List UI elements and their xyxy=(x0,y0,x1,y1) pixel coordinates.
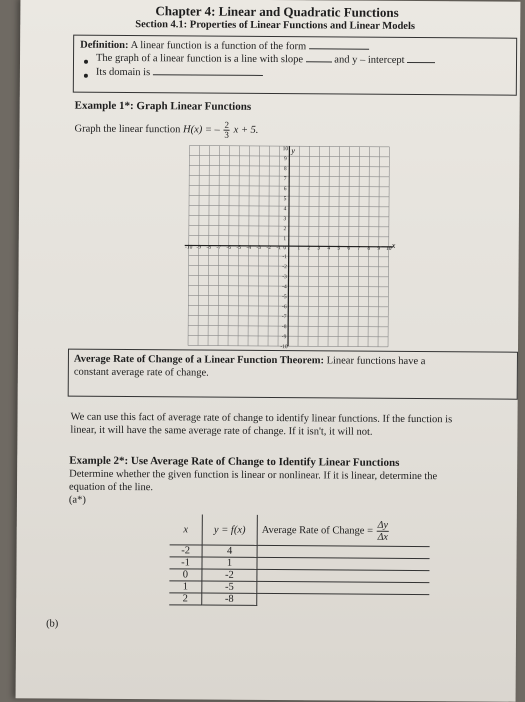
part-a-label: (a*) xyxy=(68,494,86,506)
example-2-line-2: equation of the line. xyxy=(68,481,154,494)
cell-x: -1 xyxy=(169,557,202,569)
chapter-title: Chapter 4: Linear and Quadratic Functions xyxy=(155,3,399,20)
cell-y: -2 xyxy=(202,569,257,581)
x-tick-label: 2 xyxy=(307,245,311,252)
y-tick-label: 1 xyxy=(283,236,287,243)
delta-fraction xyxy=(377,519,389,542)
blank-form[interactable] xyxy=(309,48,369,49)
header-x-text: x xyxy=(183,523,189,535)
y-tick-label: -6 xyxy=(281,304,287,311)
part-b-label: (b) xyxy=(46,618,59,630)
table-row xyxy=(169,593,429,607)
section-title: Section 4.1: Properties of Linear Functions and Linear Models xyxy=(135,19,416,33)
example-1-heading: Example 1*: Graph Linear Functions xyxy=(74,99,252,113)
function-table xyxy=(169,514,430,607)
y-tick-label: 9 xyxy=(283,156,287,163)
x-tick-label: 1 xyxy=(297,245,301,252)
header-rate-text: Average Rate of Change = xyxy=(261,524,374,537)
blank-domain[interactable] xyxy=(153,74,263,76)
x-tick-label: 4 xyxy=(327,245,331,252)
y-tick-label: -2 xyxy=(282,264,287,271)
definition-box xyxy=(73,35,517,96)
definition-text: A linear function is a function of the form xyxy=(130,40,307,53)
cell-x: 0 xyxy=(169,569,202,581)
x-axis-label: x xyxy=(391,240,396,250)
example-1-prompt xyxy=(74,120,258,140)
y-tick-label: -7 xyxy=(281,314,287,321)
theorem-label: Average Rate of Change of a Linear Function Theorem: xyxy=(73,353,324,367)
blank-slope[interactable] xyxy=(306,61,332,62)
y-tick-label: 4 xyxy=(283,206,287,213)
y-tick-label: -9 xyxy=(281,334,287,341)
cell-y: 4 xyxy=(202,545,257,557)
fraction-numerator: 2 xyxy=(224,119,230,130)
function-lhs: H(x) = – xyxy=(182,124,220,136)
worksheet-page xyxy=(16,0,521,702)
x-tick-label: 8 xyxy=(367,245,371,252)
coordinate-grid-svg[interactable] xyxy=(178,145,399,351)
origin-label: 0 xyxy=(283,245,287,252)
bullet xyxy=(84,74,88,78)
delta-y: Δy xyxy=(377,519,389,531)
x-tick-label: -7 xyxy=(216,244,222,251)
fraction-two-thirds xyxy=(223,121,230,140)
definition-line-2 xyxy=(96,53,435,66)
y-tick-label: -3 xyxy=(282,274,287,281)
header-rate xyxy=(257,515,430,547)
y-axis-label: y xyxy=(291,146,295,156)
theorem-text-2: constant average rate of change. xyxy=(73,366,209,379)
y-tick-label: 3 xyxy=(283,216,287,223)
y-tick-label: 6 xyxy=(283,186,287,193)
definition-label: Definition: xyxy=(80,39,129,52)
domain-text: Its domain is xyxy=(95,66,151,79)
definition-line-1 xyxy=(80,40,369,53)
fraction-denominator: 3 xyxy=(224,129,229,140)
y-tick-label: 5 xyxy=(283,196,287,203)
paragraph-line-2: linear, it will have the same average rate of change. If it isn't, it will not. xyxy=(70,424,373,438)
cell-x: 2 xyxy=(169,593,202,605)
y-tick-label: 7 xyxy=(283,176,287,183)
graph-instruction: Graph the linear function xyxy=(74,123,181,136)
coordinate-grid[interactable] xyxy=(178,145,399,352)
x-tick-label: -5 xyxy=(236,244,242,251)
theorem-line-1 xyxy=(74,354,426,367)
cell-rate[interactable] xyxy=(257,593,430,606)
x-tick-label: -10 xyxy=(185,244,193,251)
cell-x: 1 xyxy=(169,581,202,593)
blank-intercept[interactable] xyxy=(407,62,435,63)
slope-text: The graph of a linear function is a line with slope xyxy=(95,52,304,66)
header-y xyxy=(202,515,257,546)
cell-y: 1 xyxy=(202,557,257,569)
bullet xyxy=(84,60,88,64)
intercept-text: and y – intercept xyxy=(334,54,405,66)
cell-y: -5 xyxy=(202,581,257,593)
y-tick-label: -1 xyxy=(282,254,287,261)
y-tick-label: -4 xyxy=(282,284,287,291)
x-tick-label: 6 xyxy=(347,245,351,252)
x-tick-label: -1 xyxy=(276,245,282,252)
cell-y: -8 xyxy=(202,593,257,605)
x-tick-label: -2 xyxy=(266,244,272,252)
delta-x: Δx xyxy=(377,531,388,543)
table-body xyxy=(169,545,429,607)
x-tick-label: -8 xyxy=(206,244,212,251)
theorem-text-1: Linear functions have a xyxy=(326,355,426,368)
y-tick-label: -5 xyxy=(282,294,287,301)
y-tick-label: 8 xyxy=(283,166,287,173)
function-rhs: x + 5. xyxy=(233,124,259,136)
y-tick-label: 10 xyxy=(282,146,289,153)
header-y-text: y = f(x) xyxy=(213,524,246,536)
y-tick-label: -10 xyxy=(280,344,288,351)
x-tick-label: -6 xyxy=(226,244,232,251)
theorem-box xyxy=(68,349,518,400)
x-tick-label: 10 xyxy=(385,245,392,252)
x-tick-label: 5 xyxy=(337,245,341,252)
x-tick-label: -4 xyxy=(246,244,252,251)
paragraph-line-1: We can use this fact of average rate of change to identify linear functions. If the function is xyxy=(70,411,453,426)
definition-line-3 xyxy=(96,67,263,79)
x-tick-label: 7 xyxy=(357,245,361,252)
x-tick-label: -3 xyxy=(256,244,262,251)
cell-x: -2 xyxy=(170,545,203,557)
x-tick-label: 3 xyxy=(317,245,321,252)
y-tick-label: -8 xyxy=(281,324,287,331)
x-tick-label: 9 xyxy=(377,245,381,252)
x-tick-label: -9 xyxy=(196,244,202,251)
example-2-line-1: Determine whether the given function is linear or nonlinear. If it is linear, determine the xyxy=(69,468,438,483)
y-tick-label: 2 xyxy=(283,226,287,233)
header-x xyxy=(170,514,203,545)
table-header-row xyxy=(170,514,430,546)
example-2-heading: Example 2*: Use Average Rate of Change to Identify Linear Functions xyxy=(69,454,400,469)
